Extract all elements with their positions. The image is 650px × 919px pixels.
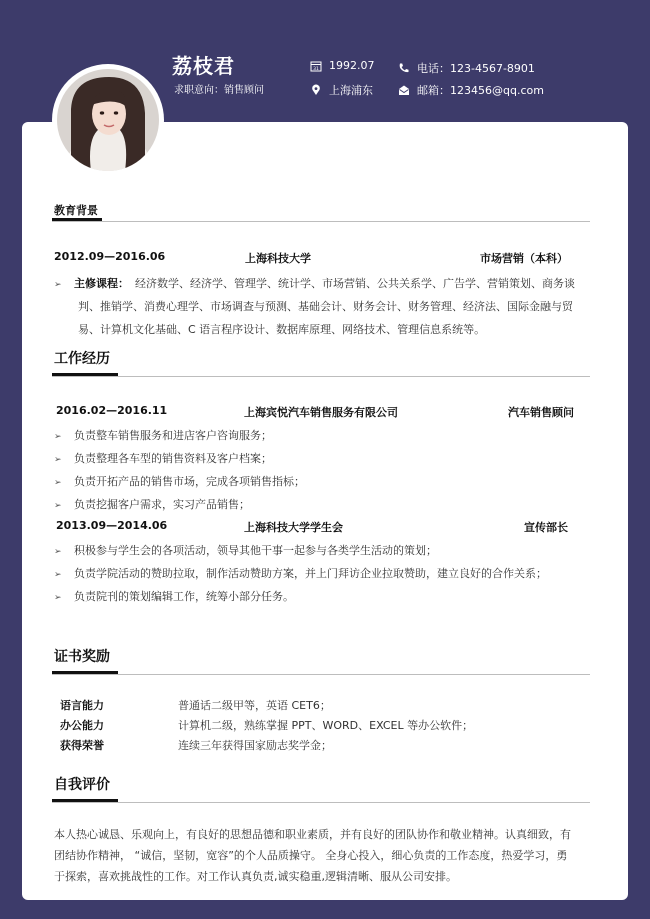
cert-value-office: 计算机二级，熟练掌握 PPT、WORD、EXCEL 等办公软件；	[178, 719, 474, 732]
birth-info	[310, 59, 375, 72]
email-text: 邮箱：123456@qq.com	[417, 84, 544, 97]
job-2-item-1: ➢ 积极参与学生会的各项活动，领导其他干事一起参与各类学生活动的策划；	[54, 544, 437, 557]
education-divider	[52, 221, 590, 222]
job-2-item-2: ➢ 负责学院活动的赞助拉取，制作活动赞助方案，并上门拜访企业拉取赞助，建立良好的合作关系；	[54, 567, 547, 580]
location-text: 上海浦东	[329, 84, 373, 97]
cert-value-language: 普通话二级甲等，英语 CET6；	[178, 699, 331, 712]
cert-value-honor: 连续三年获得国家励志奖学金；	[178, 739, 332, 752]
arrow-bullet-icon: ➢	[54, 455, 62, 465]
phone-icon	[398, 62, 410, 74]
courses-line-1: 经济数学、经济学、管理学、统计学、市场营销、公共关系学、广告学、营销策划、商务谈	[135, 277, 575, 290]
education-major: 市场营销（本科）	[480, 252, 568, 265]
certs-divider	[52, 674, 590, 675]
job-intent: 求职意向：销售顾问	[174, 85, 264, 96]
avatar	[52, 64, 164, 176]
job-2-period: 2013.09—2014.06	[56, 519, 168, 532]
arrow-bullet-icon: ➢	[54, 478, 62, 488]
avatar-photo	[57, 69, 159, 171]
job-1-role: 汽车销售顾问	[508, 406, 574, 419]
self-title: 自我评价	[54, 777, 110, 793]
location-pin-icon	[310, 84, 322, 96]
job-1-org: 上海宾悦汽车销售服务有限公司	[244, 406, 398, 419]
job-1-item-4: ➢ 负责挖掘客户需求，实习产品销售；	[54, 498, 250, 511]
arrow-bullet-icon: ➢	[54, 432, 62, 442]
job-2-role: 宣传部长	[524, 521, 568, 534]
calendar-icon	[310, 60, 322, 72]
candidate-name: 荔枝君	[172, 54, 235, 78]
education-school: 上海科技大学	[245, 252, 311, 265]
arrow-bullet-icon: ➢	[54, 593, 62, 603]
arrow-bullet-icon: ➢	[54, 280, 62, 290]
arrow-bullet-icon: ➢	[54, 570, 62, 580]
education-title: 教育背景	[54, 204, 98, 217]
phone-text: 电话：123-4567-8901	[417, 62, 535, 75]
education-section	[52, 198, 590, 228]
self-line-2: 团结协作精神， “诚信，坚韧，宽容”的个人品质操守。 全身心投入，细心负责的工作态度，热爱学习，勇	[54, 849, 568, 862]
job-1-item-1: ➢ 负责整车销售服务和进店客户咨询服务；	[54, 429, 272, 442]
self-line-1: 本人热心诚恳、乐观向上，有良好的思想品德和职业素质，并有良好的团队协作和敬业精神。认真细致，有	[54, 828, 571, 841]
education-period: 2012.09—2016.06	[54, 250, 166, 263]
location-info	[310, 82, 373, 98]
svg-text:31: 31	[313, 66, 319, 72]
job-1-item-2: ➢ 负责整理各车型的销售资料及客户档案；	[54, 452, 272, 465]
job-2-org: 上海科技大学学生会	[244, 521, 343, 534]
arrow-bullet-icon: ➢	[54, 547, 62, 557]
cert-label-office: 办公能力	[60, 719, 104, 732]
certs-title: 证书奖励	[54, 649, 110, 665]
email-info	[398, 82, 544, 98]
courses-label: 主修课程：	[74, 277, 129, 290]
self-line-3: 于探索，喜欢挑战性的工作。对工作认真负责,诚实稳重,逻辑清晰、服从公司安排。	[54, 870, 457, 883]
courses-line-2: 判、推销学、消费心理学、市场调查与预测、基础会计、财务会计、财务管理、经济法、国际金融与贸	[78, 300, 573, 313]
job-2-item-3: ➢ 负责院刊的策划编辑工作，统筹小部分任务。	[54, 590, 294, 603]
self-divider	[52, 802, 590, 803]
envelope-icon	[398, 84, 410, 96]
work-divider	[52, 376, 590, 377]
cert-label-honor: 获得荣誉	[60, 739, 104, 752]
job-1-period: 2016.02—2016.11	[56, 404, 168, 417]
arrow-bullet-icon: ➢	[54, 501, 62, 511]
cert-label-language: 语言能力	[60, 699, 104, 712]
self-section	[52, 774, 590, 806]
courses-line-3: 易、计算机文化基础、C 语言程序设计、数据库原理、网络技术、管理信息系统等。	[78, 323, 486, 336]
birth-date: 1992.07	[329, 59, 375, 72]
job-1-item-3: ➢ 负责开拓产品的销售市场，完成各项销售指标；	[54, 475, 305, 488]
phone-info	[398, 60, 535, 76]
work-section	[52, 348, 590, 380]
work-title: 工作经历	[54, 351, 110, 367]
certs-section	[52, 646, 590, 678]
courses-item	[54, 275, 575, 291]
